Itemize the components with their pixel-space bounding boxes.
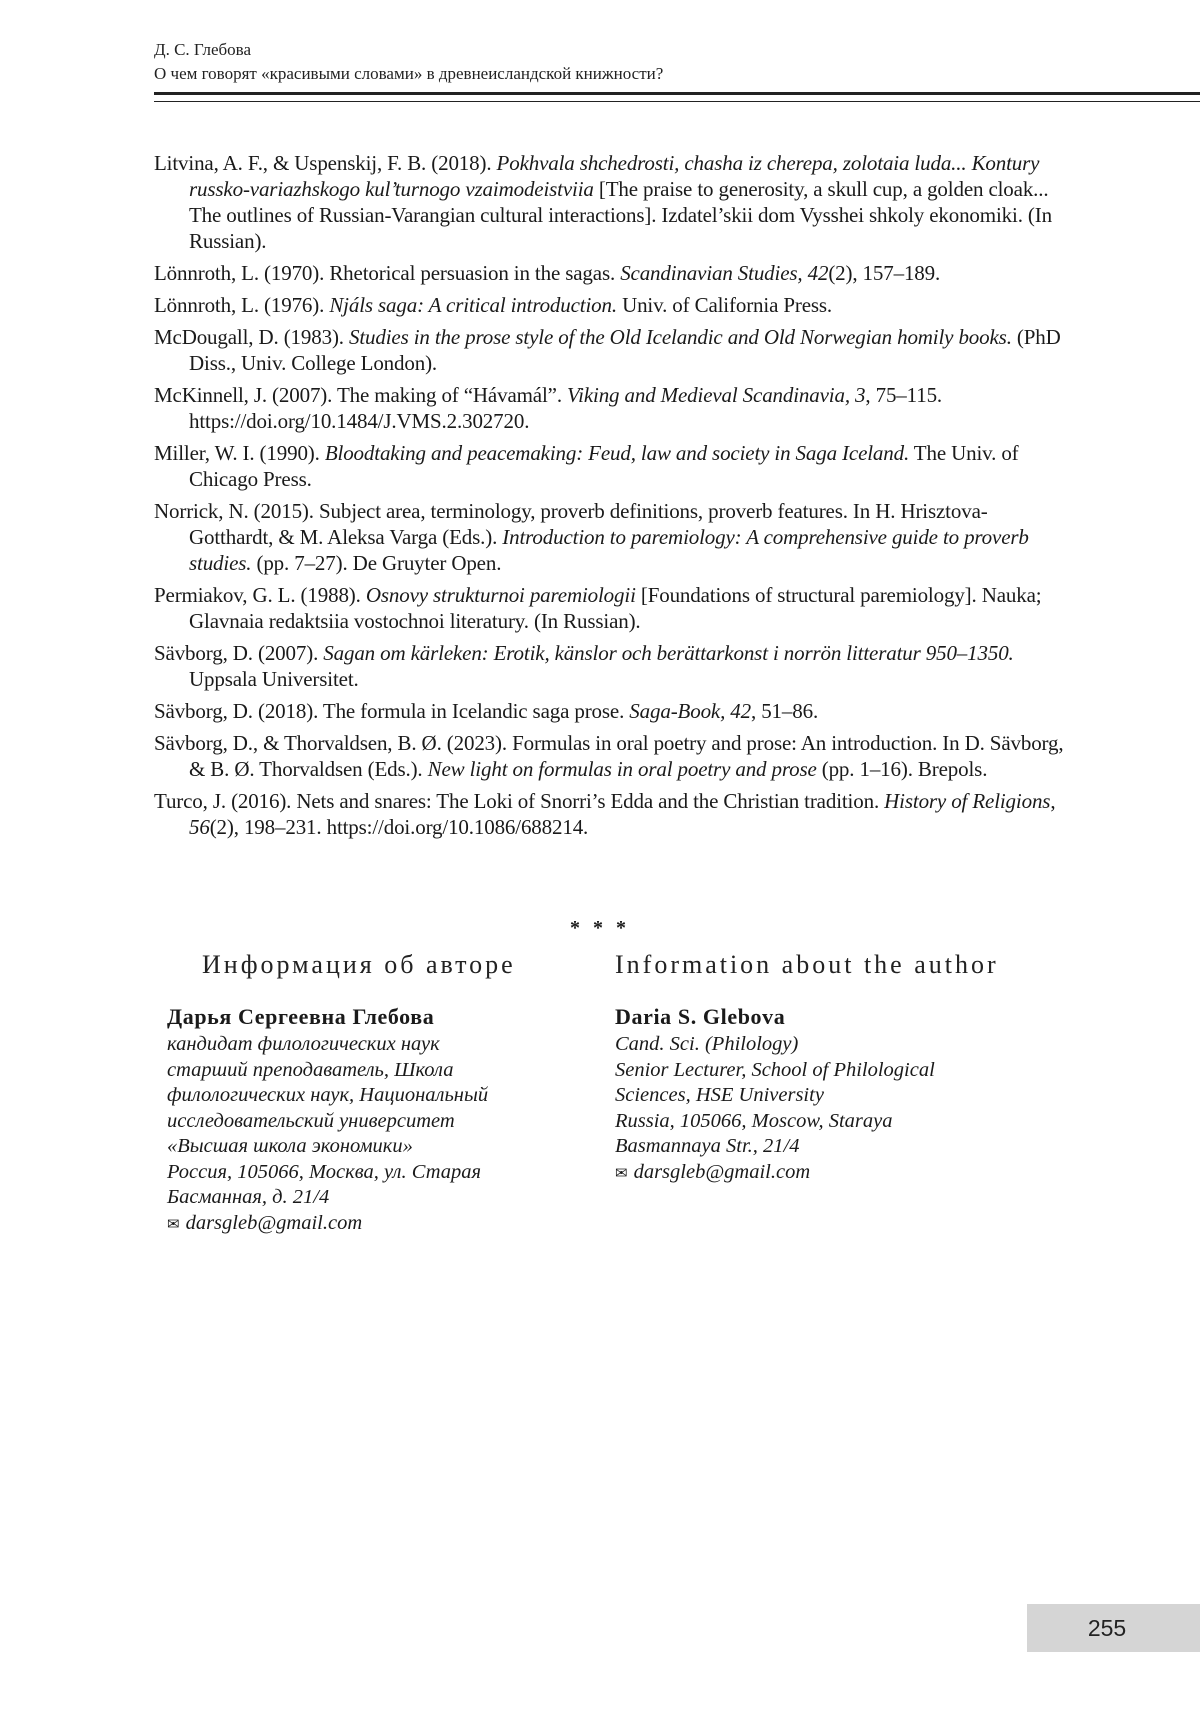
reference-text: Permiakov, G. L. (1988). bbox=[154, 583, 366, 607]
reference-text: Uppsala Universitet. bbox=[189, 667, 359, 691]
reference-text: , 51–86. bbox=[751, 699, 819, 723]
reference-list bbox=[154, 150, 1064, 846]
author-detail-line: Basmannaya Str., 21/4 bbox=[615, 1135, 800, 1157]
reference-text: Sävborg, D., & Thorvaldsen, B. Ø. (2023). Formulas in oral poetry and prose: An introduction. In D. Sävborg, & B. Ø. Thorvaldsen (Eds.). bbox=[154, 731, 1064, 781]
author-detail-line: кандидат филологических наук bbox=[167, 1033, 440, 1055]
reference-italic-text: Viking and Medieval Scandinavia, 3 bbox=[567, 383, 866, 407]
reference-item bbox=[154, 382, 1064, 434]
author-detail-line: Cand. Sci. (Philology) bbox=[615, 1033, 799, 1055]
reference-item bbox=[154, 582, 1064, 634]
header-rule-thick bbox=[154, 92, 1200, 95]
reference-item bbox=[154, 150, 1064, 254]
reference-item bbox=[154, 324, 1064, 376]
reference-italic-text: Osnovy strukturnoi paremiologii bbox=[365, 583, 636, 607]
reference-text: , 75–115. https://doi.org/10.1484/J.VMS.2.302720. bbox=[189, 383, 943, 433]
author-email-ru-text: darsgleb@gmail.com bbox=[185, 1211, 363, 1234]
author-name-ru: Дарья Сергеевна Глебова bbox=[167, 1004, 435, 1029]
reference-text: Sävborg, D. (2007). bbox=[154, 641, 324, 665]
reference-italic-text: Njáls saga: A critical introduction. bbox=[329, 293, 617, 317]
reference-italic-text: Introduction to paremiology: A comprehensive guide to proverb studies. bbox=[189, 525, 1029, 575]
author-details-ru bbox=[167, 1032, 567, 1211]
author-detail-line: Senior Lecturer, School of Philological bbox=[615, 1058, 935, 1081]
author-info-ru bbox=[167, 948, 567, 1238]
reference-item bbox=[154, 440, 1064, 492]
reference-item bbox=[154, 498, 1064, 576]
reference-item bbox=[154, 698, 1064, 724]
author-detail-line: Россия, 105066, Москва, ул. Старая bbox=[167, 1160, 482, 1183]
reference-text: (PhD Diss., Univ. College London). bbox=[189, 325, 1061, 375]
author-info-en-heading: Information about the author bbox=[615, 950, 999, 979]
reference-text: Litvina, A. F., & Uspenskij, F. B. (2018). bbox=[154, 151, 497, 175]
reference-item bbox=[154, 788, 1064, 840]
running-head-title: О чем говорят «красивыми словами» в древнеисландской книжности? bbox=[154, 64, 664, 83]
reference-italic-text: New light on formulas in oral poetry and prose bbox=[427, 757, 817, 781]
reference-item bbox=[154, 260, 1064, 286]
author-info-en bbox=[615, 948, 1045, 1187]
reference-italic-text: Bloodtaking and peacemaking: Feud, law and society in Saga Iceland. bbox=[324, 441, 910, 465]
reference-text: Norrick, N. (2015). Subject area, terminology, proverb definitions, proverb features. In H. Hrisztova-Gotthardt, & M. Aleksa Varga (Eds.). bbox=[154, 499, 988, 549]
author-email-en bbox=[615, 1160, 1045, 1188]
reference-item bbox=[154, 292, 1064, 318]
reference-text: Miller, W. I. (1990). bbox=[154, 441, 325, 465]
reference-text: McKinnell, J. (2007). The making of “Hávamál”. bbox=[154, 383, 568, 407]
author-email-ru bbox=[167, 1211, 567, 1239]
author-details-en bbox=[615, 1032, 1045, 1160]
reference-italic-text: Sagan om kärleken: Erotik, känslor och berättarkonst i norrön litteratur 950–1350. bbox=[323, 641, 1014, 665]
author-detail-line: Sciences, HSE University bbox=[615, 1084, 824, 1106]
reference-text: Turco, J. (2016). Nets and snares: The Loki of Snorri’s Edda and the Christian tradition. bbox=[154, 789, 885, 813]
reference-text: Univ. of California Press. bbox=[616, 293, 833, 317]
section-separator: * * * bbox=[570, 917, 630, 939]
author-detail-line: Басманная, д. 21/4 bbox=[167, 1186, 330, 1208]
reference-italic-text: Pokhvala shchedrosti, chasha iz cherepa, zolotaia luda... Kontury russko-variazhskogo kul’turnogo vzaimodeistviia bbox=[189, 151, 1040, 201]
running-head bbox=[154, 38, 1200, 86]
running-head-author: Д. С. Глебова bbox=[154, 40, 252, 59]
author-detail-line: исследовательский университет bbox=[167, 1109, 455, 1132]
author-detail-line: «Высшая школа экономики» bbox=[167, 1135, 413, 1157]
page-number: 255 bbox=[1087, 1615, 1127, 1641]
reference-italic-text: Studies in the prose style of the Old Icelandic and Old Norwegian homily books. bbox=[349, 325, 1012, 349]
reference-text: Sävborg, D. (2018). The formula in Icelandic saga prose. bbox=[154, 699, 630, 723]
author-detail-line: филологических наук, Национальный bbox=[167, 1084, 489, 1106]
reference-italic-text: Saga-Book, 42 bbox=[629, 699, 751, 723]
header-rule-thin bbox=[154, 101, 1200, 102]
author-email-en-text: darsgleb@gmail.com bbox=[633, 1160, 811, 1183]
page-number-box bbox=[1027, 1604, 1200, 1652]
author-name-en: Daria S. Glebova bbox=[615, 1004, 786, 1029]
reference-text: Lönnroth, L. (1976). bbox=[154, 293, 330, 317]
reference-text: (2), 198–231. https://doi.org/10.1086/688214. bbox=[209, 815, 589, 839]
reference-item bbox=[154, 730, 1064, 782]
author-detail-line: Russia, 105066, Moscow, Staraya bbox=[615, 1109, 893, 1132]
reference-text: (pp. 1–16). Brepols. bbox=[816, 757, 988, 781]
reference-text: McDougall, D. (1983). bbox=[154, 325, 350, 349]
reference-italic-text: Scandinavian Studies, 42 bbox=[620, 261, 829, 285]
envelope-icon: ✉ bbox=[615, 1165, 628, 1182]
reference-text: The Univ. of Chicago Press. bbox=[189, 441, 1019, 491]
author-detail-line: старший преподаватель, Школа bbox=[167, 1058, 454, 1081]
reference-text: [The praise to generosity, a skull cup, a golden cloak... The outlines of Russian-Varangian cultural interactions]. Izdatel’skii dom Vysshei shkoly ekonomiki. (In Russian). bbox=[189, 177, 1052, 253]
reference-item bbox=[154, 640, 1064, 692]
reference-text: [Foundations of structural paremiology]. Nauka; Glavnaia redaktsiia vostochnoi literatury. (In Russian). bbox=[189, 583, 1042, 633]
reference-italic-text: History of Religions bbox=[884, 789, 1051, 813]
author-info-ru-heading: Информация об авторе bbox=[202, 950, 516, 979]
reference-text: (2), 157–189. bbox=[828, 261, 941, 285]
reference-italic-text: 56 bbox=[189, 815, 210, 839]
reference-text: (pp. 7–27). De Gruyter Open. bbox=[251, 551, 502, 575]
reference-text: Lönnroth, L. (1970). Rhetorical persuasion in the sagas. bbox=[154, 261, 621, 285]
envelope-icon: ✉ bbox=[167, 1216, 180, 1233]
reference-text: , bbox=[1050, 789, 1056, 813]
